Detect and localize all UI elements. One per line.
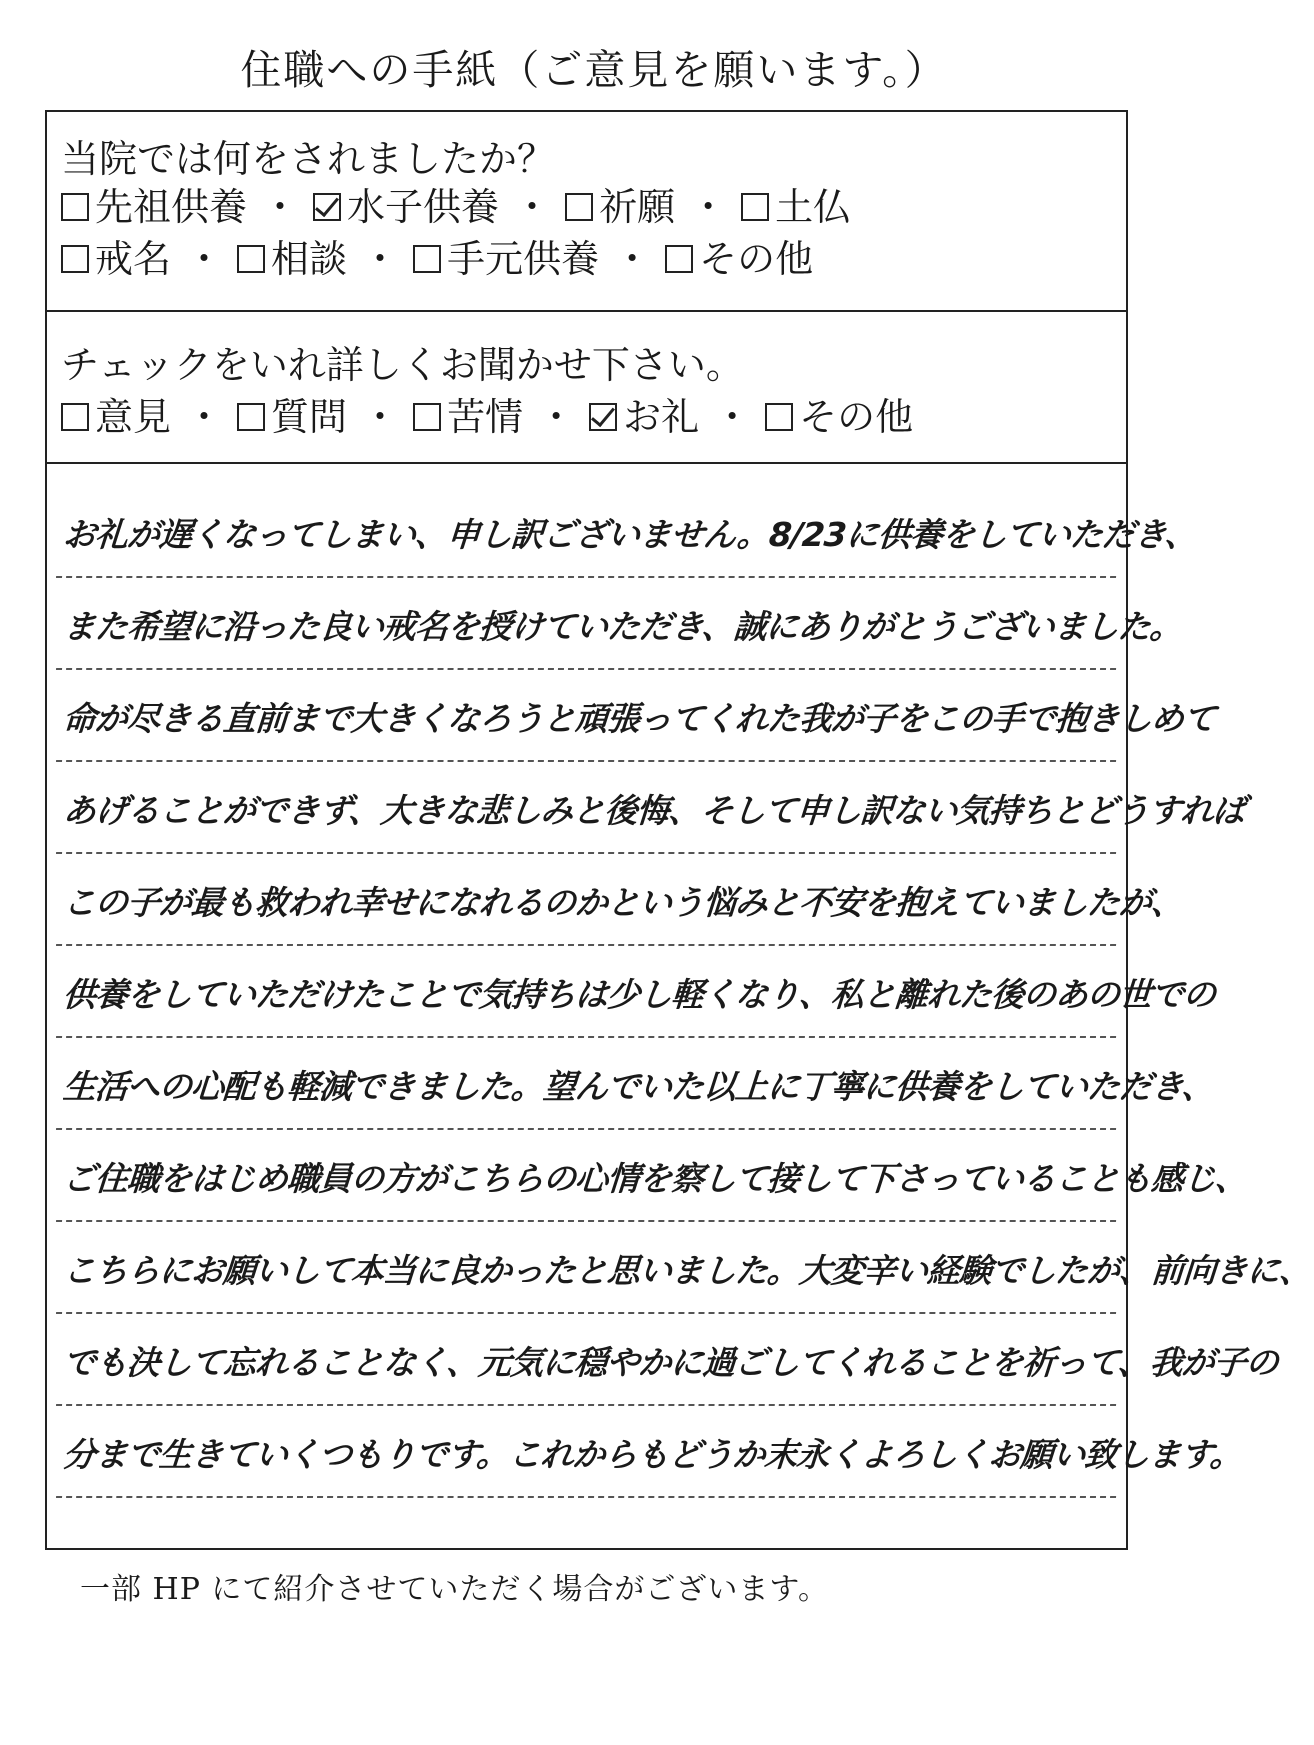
checkbox-temoto-kuyo[interactable] (413, 245, 441, 273)
option-sonota-2[interactable]: その他 (765, 392, 913, 442)
option-senzo-kuyo[interactable]: 先祖供養 (61, 182, 247, 232)
option-mizuko-kuyo[interactable]: 水子供養 (313, 182, 499, 232)
option-shitsumon[interactable]: 質問 (237, 392, 347, 442)
option-temoto-kuyo[interactable]: 手元供養 (413, 234, 599, 284)
checkbox-dobutsu[interactable] (741, 193, 769, 221)
option-sodan[interactable]: 相談 (237, 234, 347, 284)
letter-line: 分まで生きていくつもりです。これからもどうか末永くよろしくお願い致します。 (56, 1412, 1122, 1498)
letter-line: でも決して忘れることなく、元気に穏やかに過ごしてくれることを祈って、我が子の (56, 1320, 1122, 1406)
checkbox-shitsumon[interactable] (237, 403, 265, 431)
letter-line: 供養をしていただけたことで気持ちは少し軽くなり、私と離れた後のあの世での (56, 952, 1122, 1038)
checkbox-senzo-kuyo[interactable] (61, 193, 89, 221)
service-options-row-2: 戒名 ・ 相談 ・ 手元供養 ・ その他 (61, 234, 813, 284)
letter-line: 生活への心配も軽減できました。望んでいた以上に丁寧に供養をしていただき、 (56, 1044, 1122, 1130)
checkbox-kaimyo[interactable] (61, 245, 89, 273)
checkbox-kigan[interactable] (565, 193, 593, 221)
option-dobutsu[interactable]: 土仏 (741, 182, 851, 232)
service-options-row-1: 先祖供養 ・ 水子供養 ・ 祈願 ・ 土仏 (61, 182, 851, 232)
checkbox-sonota-2[interactable] (765, 403, 793, 431)
option-kaimyo[interactable]: 戒名 (61, 234, 171, 284)
option-orei[interactable]: お礼 (589, 392, 699, 442)
letter-line: お礼が遅くなってしまい、申し訳ございません。8/23に供養をしていただき、 (56, 492, 1122, 578)
feedback-question: チェックをいれ詳しくお聞かせ下さい。 (61, 343, 744, 387)
feedback-type-section (47, 312, 1126, 464)
letter-line: ご住職をはじめ職員の方がこちらの心情を察して接して下さっていることも感じ、 (56, 1136, 1122, 1222)
letter-line: また希望に沿った良い戒名を授けていただき、誠にありがとうございました。 (56, 584, 1122, 670)
checkbox-orei[interactable] (589, 403, 617, 431)
handwritten-letter (47, 464, 1313, 1550)
letter-line: あげることができず、大きな悲しみと後悔、そして申し訳ない気持ちとどうすれば (56, 768, 1122, 854)
letter-form (45, 110, 1313, 1550)
checkbox-sodan[interactable] (237, 245, 265, 273)
letter-line: 命が尽きる直前まで大きくなろうと頑張ってくれた我が子をこの手で抱きしめて (56, 676, 1122, 762)
checkbox-sonota-1[interactable] (665, 245, 693, 273)
service-section (47, 112, 1126, 312)
option-kujo[interactable]: 苦情 (413, 392, 523, 442)
checkbox-kujo[interactable] (413, 403, 441, 431)
service-question: 当院では何をされましたか？ (61, 137, 556, 181)
letter-line: この子が最も救われ幸せになれるのかという悩みと不安を抱えていましたが、 (56, 860, 1122, 946)
letter-line: こちらにお願いして本当に良かったと思いました。大変辛い経験でしたが、前向きに、 (56, 1228, 1122, 1314)
page-title: 住職への手紙（ご意見を願います。） (240, 46, 948, 94)
checkbox-iken[interactable] (61, 403, 89, 431)
feedback-options-row: 意見 ・ 質問 ・ 苦情 ・ お礼 ・ その他 (61, 392, 913, 442)
option-kigan[interactable]: 祈願 (565, 182, 675, 232)
footer-note: 一部 HP にて紹介させていただく場合がございます。 (80, 1572, 830, 1607)
option-sonota-1[interactable]: その他 (665, 234, 813, 284)
option-iken[interactable]: 意見 (61, 392, 171, 442)
checkbox-mizuko-kuyo[interactable] (313, 193, 341, 221)
